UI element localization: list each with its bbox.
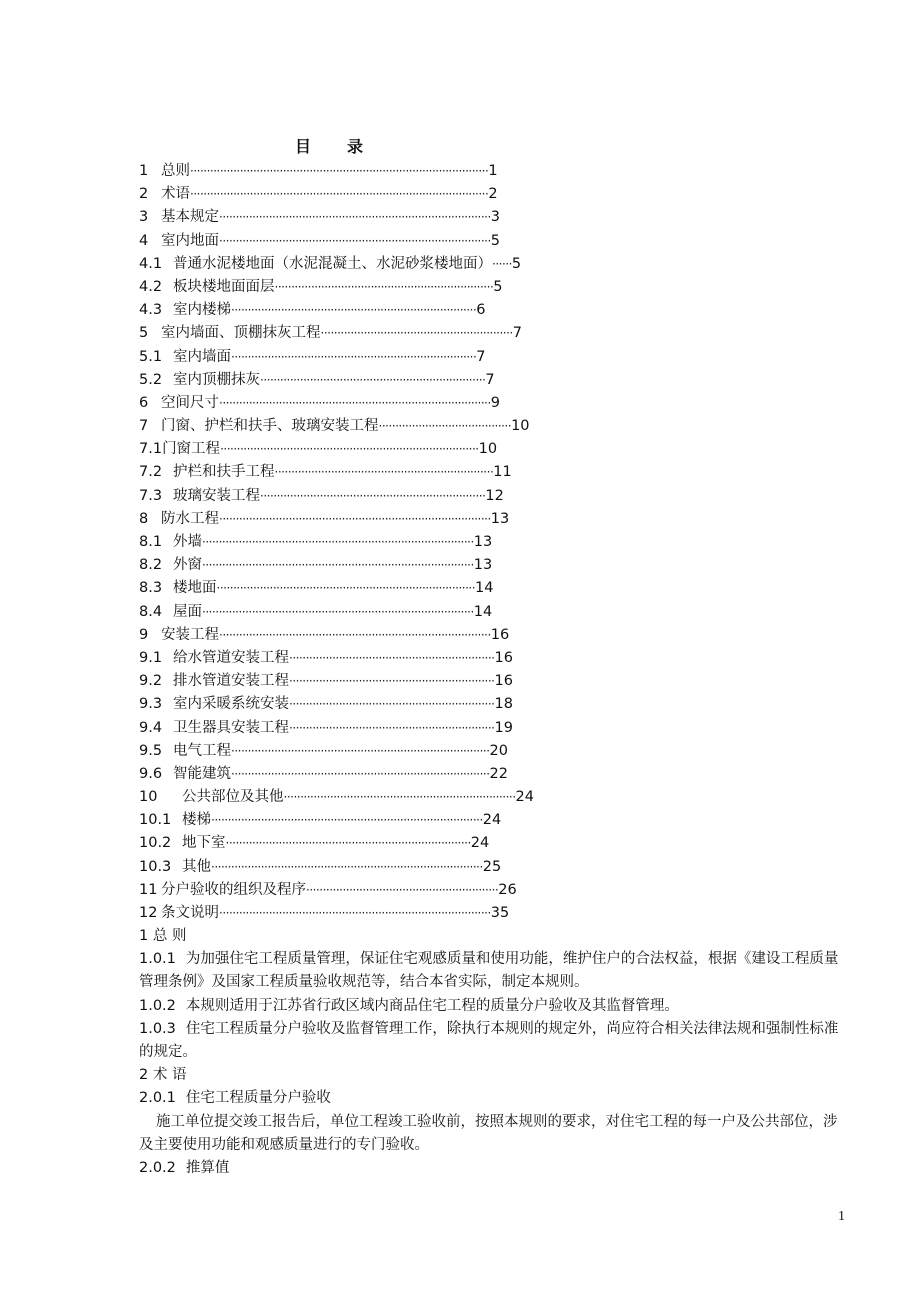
toc-leader-dots: ··············································································: [231, 743, 490, 758]
toc-entry-page: 14: [473, 603, 493, 620]
term-name: 住宅工程质量分户验收: [185, 1090, 331, 1107]
page-number: 1: [838, 1209, 845, 1224]
toc-entry-title: 普通水泥楼地面（水泥混凝土、水泥砂浆楼地面）: [173, 255, 492, 272]
toc-entry-page: 2: [488, 186, 498, 203]
toc-entry-page: 16: [490, 626, 510, 643]
toc-entry[interactable]: [139, 183, 639, 206]
toc-entry-page: 13: [490, 510, 510, 527]
toc-entry-title: 基本规定: [161, 209, 219, 226]
toc-entry-page: 10: [511, 418, 530, 435]
toc-entry-title: 给水管道安装工程: [173, 649, 289, 666]
toc-entry-title: 条文说明: [161, 905, 219, 921]
term-name: 推算值: [185, 1160, 230, 1177]
toc-entry-page: 16: [494, 649, 513, 666]
toc-entry-number: 10: [139, 789, 158, 806]
toc-leader-dots: ··················································································: [202, 558, 474, 573]
toc-leader-dots: ··································································: [274, 465, 494, 480]
toc-leader-dots: ····································································: [260, 372, 486, 387]
toc-leader-dots: ········································: [378, 419, 512, 434]
toc-entry-page: 5: [511, 255, 522, 272]
toc-entry[interactable]: [139, 508, 639, 531]
toc-entry-title: 室内墙面、顶棚抹灰工程: [161, 325, 321, 342]
toc-entry[interactable]: [139, 856, 639, 879]
toc-entry[interactable]: [139, 392, 639, 415]
toc-entry[interactable]: [139, 299, 639, 322]
toc-entry-title: 屋面: [173, 603, 202, 620]
toc-leader-dots: ··············································································: [220, 442, 479, 457]
toc-leader-dots: ··················································································: [202, 535, 474, 549]
toc-entry-page: 11: [493, 464, 512, 481]
toc-entry-number: 4.2: [139, 278, 163, 295]
toc-leader-dots: ··········································································: [231, 303, 477, 318]
toc-leader-dots: ··················································································: [219, 233, 491, 248]
toc-entry-page: 3: [490, 209, 501, 226]
toc-entry-number: 3: [139, 209, 149, 226]
toc-leader-dots: ······································································: [283, 790, 516, 805]
toc-entry-title: 其他: [182, 858, 211, 875]
toc-entry-page: 16: [494, 673, 513, 690]
toc-entry[interactable]: [139, 647, 639, 670]
toc-entry-number: 6: [139, 394, 149, 411]
toc-entry[interactable]: [139, 879, 639, 902]
toc-leader-dots: ······: [492, 256, 512, 271]
toc-entry-number: 4.1: [139, 255, 163, 272]
toc-entry-number: 10.2: [139, 835, 172, 852]
toc-entry-number: 8.1: [139, 534, 163, 550]
toc-leader-dots: ··········································································: [231, 349, 477, 364]
toc-entry-title: 玻璃安装工程: [173, 487, 260, 504]
chapter-2-heading: 2 术 语: [139, 1067, 187, 1084]
toc-leader-dots: ··································································: [274, 279, 494, 294]
toc-entry[interactable]: [139, 461, 639, 484]
toc-entry-number: 5: [139, 325, 149, 342]
toc-entry-title: 门窗、护栏和扶手、玻璃安装工程: [161, 418, 379, 435]
toc-entry-title: 电气工程: [173, 742, 231, 759]
toc-entry[interactable]: [139, 740, 639, 763]
toc-entry-number: 4.3: [139, 302, 163, 319]
toc-entry-title: 公共部位及其他: [182, 789, 284, 806]
toc-leader-dots: ······························································: [289, 720, 495, 735]
toc-entry-title: 室内地面: [161, 232, 219, 249]
toc-entry-title: 术语: [161, 186, 190, 203]
toc-leader-dots: ··························································································: [190, 187, 489, 202]
toc-entry-title: 总则: [161, 163, 190, 179]
toc-entry-title: 板块楼地面面层: [173, 278, 275, 295]
toc-entry-page: 10: [478, 441, 498, 458]
toc-entry[interactable]: [139, 415, 639, 438]
toc-leader-dots: ··························································································: [190, 164, 489, 178]
toc-entry-page: 24: [482, 812, 502, 829]
toc-entry-number: 7.3: [139, 487, 163, 504]
toc-entry-page: 19: [494, 719, 513, 736]
toc-entry[interactable]: [139, 786, 639, 809]
toc-entry[interactable]: [139, 554, 639, 577]
toc-entry-page: 5: [490, 232, 501, 249]
toc-entry-title: 防水工程: [161, 510, 219, 527]
toc-entry-page: 20: [489, 742, 508, 759]
toc-leader-dots: ··················································································: [219, 210, 491, 225]
toc-entry-title: 外墙: [173, 534, 202, 550]
toc-entry[interactable]: [139, 693, 639, 716]
toc-leader-dots: ··············································································: [231, 766, 490, 781]
toc-entry[interactable]: [139, 601, 639, 624]
toc-entry-title: 室内采暖系统安装: [173, 696, 289, 713]
toc-leader-dots: ··········································································: [225, 836, 471, 851]
toc-entry-page: 26: [498, 881, 517, 898]
toc-entry-number: 11: [139, 881, 158, 898]
toc-entry[interactable]: [139, 322, 639, 345]
toc-entry[interactable]: [139, 624, 639, 647]
clause-number: 1.0.2: [139, 997, 176, 1014]
toc-entry-page: 6: [476, 302, 486, 319]
toc-entry-number: 8.4: [139, 603, 163, 620]
toc-entry-page: 9: [490, 394, 501, 411]
toc-entry-page: 13: [473, 557, 493, 574]
toc-entry[interactable]: [139, 717, 639, 740]
toc-leader-dots: ··················································································: [211, 859, 483, 874]
toc-entry-title: 智能建筑: [173, 765, 231, 782]
toc-entry-number: 1: [139, 163, 149, 179]
toc-entry-title: 楼梯: [182, 812, 211, 829]
toc-entry-number: 7: [139, 418, 149, 435]
clause-1-0-2: [139, 995, 851, 1018]
toc-entry-number: 10.1: [139, 812, 172, 829]
toc-leader-dots: ··························································: [306, 882, 499, 897]
term-2-0-1: [139, 1087, 851, 1110]
toc-entry-number: 10.3: [139, 858, 172, 875]
toc-entry[interactable]: [139, 577, 639, 600]
toc-entry-page: 13: [473, 534, 493, 550]
toc-leader-dots: ··················································································: [219, 627, 491, 642]
toc-entry-page: 7: [485, 371, 495, 388]
toc-entry-page: 7: [512, 325, 522, 342]
toc-leader-dots: ··············································································: [216, 581, 476, 596]
toc-entry-number: 9.4: [139, 719, 163, 736]
table-of-contents: [139, 160, 639, 925]
toc-entry-number: 4: [139, 232, 149, 249]
toc-entry-title: 地下室: [182, 835, 226, 852]
toc-leader-dots: ··························································: [320, 326, 513, 341]
toc-entry-title: 楼地面: [173, 580, 217, 597]
toc-entry-number: 2: [139, 186, 149, 203]
toc-entry-title: 室内顶棚抹灰: [173, 371, 260, 388]
clause-1-0-3: [139, 1018, 851, 1064]
toc-entry-page: 14: [475, 580, 494, 597]
toc-entry-number: 12: [139, 905, 158, 921]
toc-entry-number: 9.6: [139, 765, 163, 782]
toc-entry[interactable]: [139, 809, 639, 832]
document-body: [139, 925, 851, 1180]
toc-entry-page: 18: [494, 696, 513, 713]
toc-entry-number: 9.1: [139, 649, 163, 666]
toc-entry-number: 5.2: [139, 371, 163, 388]
toc-entry[interactable]: [139, 763, 639, 786]
toc-title: 目 录: [294, 137, 373, 156]
toc-leader-dots: ····································································: [260, 488, 486, 503]
toc-entry[interactable]: [139, 531, 639, 554]
toc-entry[interactable]: [139, 438, 639, 461]
toc-entry[interactable]: [139, 230, 639, 253]
toc-entry-title: 外窗: [173, 557, 202, 574]
toc-entry[interactable]: [139, 276, 639, 299]
toc-entry-number: 7.1: [139, 441, 163, 458]
toc-entry-page: 24: [515, 789, 534, 806]
clause-text: 住宅工程质量分户验收及监督管理工作，除执行本规则的规定外，尚应符合相关法律法规和强制性标准的规定。: [139, 1020, 839, 1061]
toc-entry-title: 安装工程: [161, 626, 219, 643]
toc-entry-title: 护栏和扶手工程: [173, 464, 275, 481]
toc-entry-number: 9.3: [139, 696, 163, 713]
clause-number: 1.0.3: [139, 1020, 176, 1037]
toc-entry-number: 7.2: [139, 464, 163, 481]
toc-entry[interactable]: [139, 206, 639, 229]
toc-entry[interactable]: [139, 160, 639, 183]
toc-entry-page: 24: [470, 835, 490, 852]
toc-entry-number: 8.3: [139, 580, 163, 597]
toc-entry-number: 5.1: [139, 348, 163, 365]
toc-entry[interactable]: [139, 832, 639, 855]
toc-leader-dots: ······························································: [289, 674, 495, 689]
toc-leader-dots: ··················································································: [219, 906, 491, 920]
toc-leader-dots: ··················································································: [219, 511, 491, 526]
toc-entry-page: 12: [485, 487, 504, 504]
chapter-1-heading: 1 总 则: [139, 928, 187, 944]
toc-entry[interactable]: [139, 369, 639, 392]
toc-entry-number: 8.2: [139, 557, 163, 574]
toc-leader-dots: ··················································································: [211, 813, 483, 828]
toc-entry-page: 35: [490, 905, 510, 921]
toc-entry-title: 空间尺寸: [161, 394, 219, 411]
term-number: 2.0.2: [139, 1160, 176, 1177]
toc-leader-dots: ··················································································: [202, 604, 474, 619]
toc-leader-dots: ······························································: [289, 650, 495, 665]
toc-entry-title: 门窗工程: [162, 441, 221, 458]
toc-leader-dots: ······························································: [289, 697, 495, 712]
toc-entry-number: 8: [139, 510, 149, 527]
toc-entry[interactable]: [139, 485, 639, 508]
toc-entry-page: 7: [476, 348, 486, 365]
term-2-0-2: [139, 1157, 851, 1180]
toc-entry-title: 排水管道安装工程: [173, 673, 289, 690]
toc-entry[interactable]: [139, 346, 639, 369]
toc-entry-page: 1: [488, 163, 498, 179]
toc-entry-title: 室内墙面: [173, 348, 231, 365]
toc-entry-title: 分户验收的组织及程序: [161, 881, 306, 898]
term-number: 2.0.1: [139, 1090, 176, 1107]
toc-entry[interactable]: [139, 670, 639, 693]
toc-entry-number: 9: [139, 626, 149, 643]
term-2-0-1-definition: 施工单位提交竣工报告后，单位工程竣工验收前，按照本规则的要求，对住宅工程的每一户及公共部位，涉及主要使用功能和观感质量进行的专门验收。: [139, 1113, 838, 1153]
toc-entry-page: 25: [482, 858, 502, 875]
clause-1-0-1: [139, 948, 851, 994]
toc-leader-dots: ··················································································: [219, 395, 491, 410]
toc-entry-page: 22: [489, 765, 508, 782]
toc-entry-number: 9.5: [139, 742, 163, 759]
clause-text: 本规则适用于江苏省行政区域内商品住宅工程的质量分户验收及其监督管理。: [185, 997, 679, 1014]
toc-entry[interactable]: [139, 253, 639, 276]
clause-text: 为加强住宅工程质量管理，保证住宅观感质量和使用功能，维护住户的合法权益，根据《建设工程质量管理条例》及国家工程质量验收规范等，结合本省实际，制定本规则。: [139, 951, 839, 991]
toc-entry-title: 卫生器具安装工程: [173, 719, 289, 736]
toc-entry-page: 5: [493, 278, 503, 295]
clause-number: 1.0.1: [139, 951, 176, 968]
toc-entry-number: 9.2: [139, 673, 163, 690]
toc-entry-title: 室内楼梯: [173, 302, 231, 319]
toc-entry[interactable]: [139, 902, 639, 925]
